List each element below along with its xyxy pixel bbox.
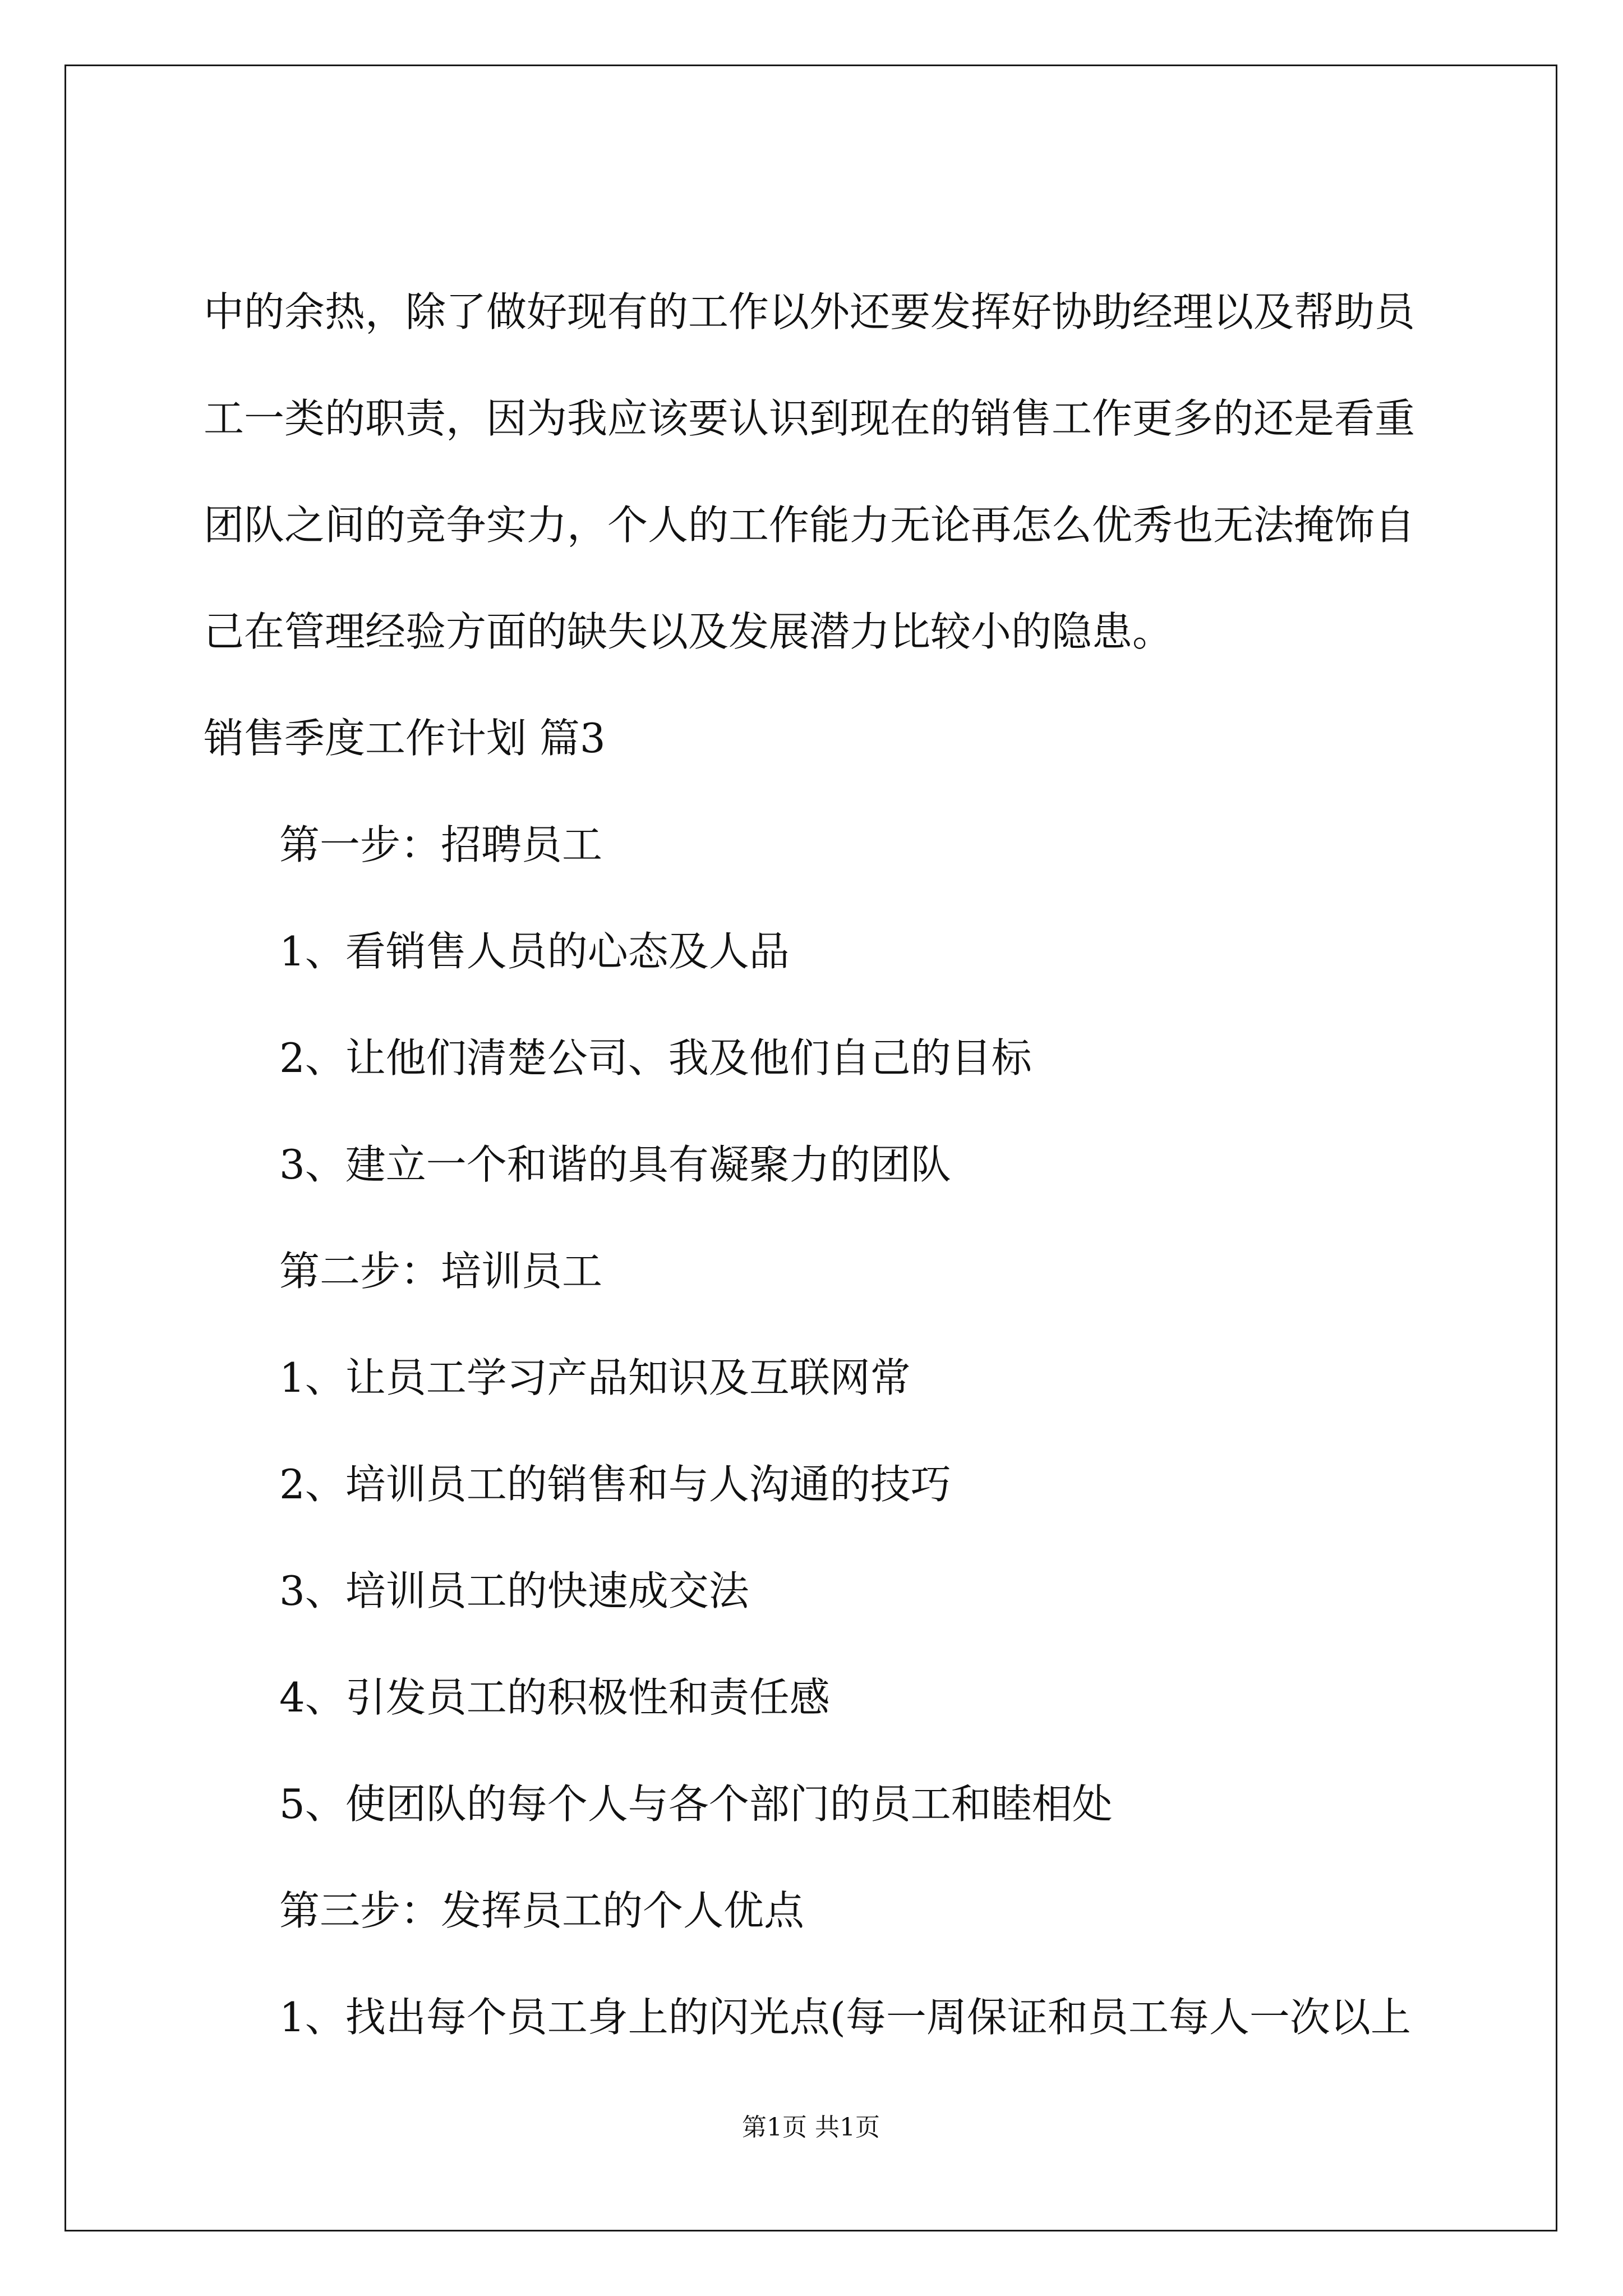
list-item: 2、培训员工的销售和与人沟通的技巧	[279, 1461, 951, 1508]
page-number-footer: 第1页 共1页	[742, 2113, 880, 2142]
section-heading: 销售季度工作计划 篇3	[204, 715, 606, 762]
paragraph-line-4: 己在管理经验方面的缺失以及发展潜力比较小的隐患。	[204, 608, 1173, 655]
paragraph-line-2: 工一类的职责，因为我应该要认识到现在的销售工作更多的还是看重	[204, 395, 1415, 442]
list-item: 3、建立一个和谐的具有凝聚力的团队	[279, 1141, 951, 1188]
step-heading-1: 第一步：招聘员工	[279, 821, 603, 868]
list-item: 2、让他们清楚公司、我及他们自己的目标	[279, 1034, 1032, 1082]
paragraph-line-3: 团队之间的竞争实力，个人的工作能力无论再怎么优秀也无法掩饰自	[204, 501, 1415, 549]
list-item: 1、找出每个员工身上的闪光点(每一周保证和员工每人一次以上	[279, 1994, 1411, 2041]
list-item: 5、使团队的每个人与各个部门的员工和睦相处	[279, 1780, 1113, 1828]
document-page	[64, 65, 1557, 2231]
list-item: 1、让员工学习产品知识及互联网常	[279, 1354, 911, 1401]
list-item: 4、引发员工的积极性和责任感	[279, 1674, 830, 1721]
step-heading-3: 第三步：发挥员工的个人优点	[279, 1887, 805, 1934]
list-item: 3、培训员工的快速成交法	[279, 1567, 749, 1614]
paragraph-line-1: 中的余热，除了做好现有的工作以外还要发挥好协助经理以及帮助员	[204, 288, 1415, 335]
list-item: 1、看销售人员的心态及人品	[279, 928, 790, 975]
step-heading-2: 第二步：培训员工	[279, 1248, 603, 1295]
